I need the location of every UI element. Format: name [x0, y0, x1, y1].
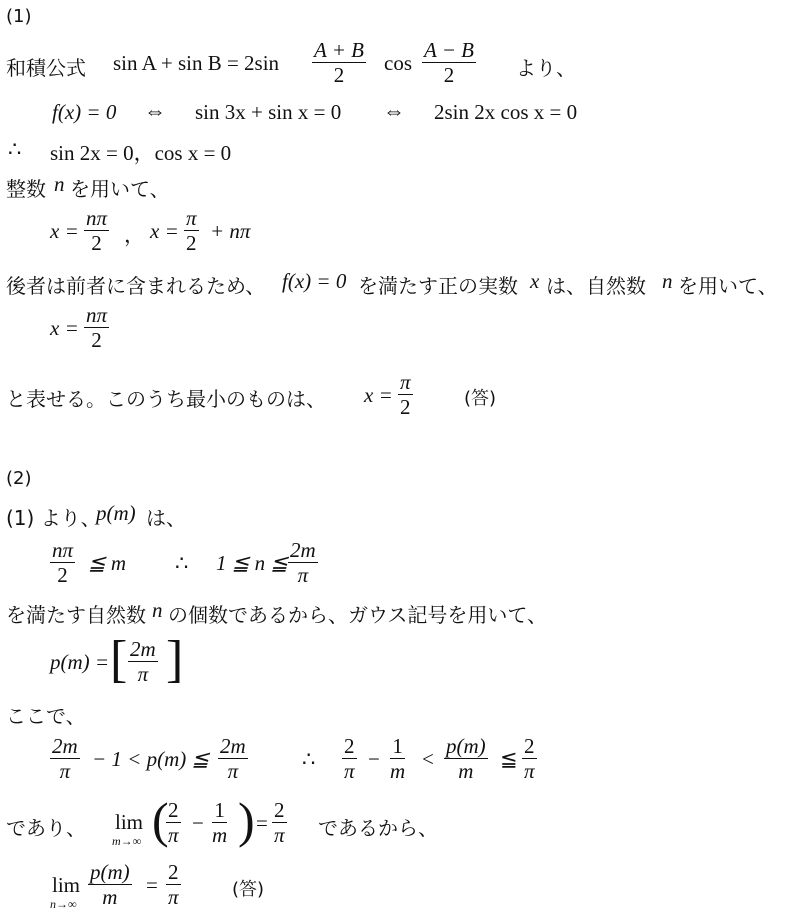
numerator: nπ	[86, 206, 108, 230]
from-part1-text: (1) より、	[6, 506, 101, 530]
fraction-n-pi-over-2	[84, 206, 109, 255]
numerator: 2	[168, 860, 179, 884]
fraction-pi-over-2-answer	[398, 370, 413, 419]
positive-real-text: を満たす正の実数	[358, 274, 518, 298]
denominator: π	[137, 662, 149, 686]
leq-sign: ≦	[500, 747, 518, 771]
denominator: π	[343, 759, 355, 783]
x-equals-2: x =	[150, 219, 179, 243]
product-equation: 2sin 2x cos x = 0	[434, 100, 578, 124]
numerator: 2	[168, 798, 179, 822]
var-n-2: n	[662, 269, 673, 293]
equals-sign-2: =	[146, 873, 158, 897]
denominator: π	[59, 759, 71, 783]
denominator: 2	[400, 395, 411, 419]
dearukara-text: であるから、	[318, 816, 438, 840]
numerator: π	[400, 370, 411, 394]
numerator: nπ	[86, 303, 108, 327]
fraction-2m-over-pi-c	[50, 734, 80, 783]
dearitext: であり、	[6, 816, 86, 840]
answer-mark-1: (答)	[464, 388, 497, 409]
fraction-2-over-pi-c	[166, 798, 181, 847]
numerator: 2m	[130, 637, 156, 661]
formula-lhs: sin A + sin B = 2sin	[113, 51, 280, 75]
therefore-symbol-2: ∴	[175, 551, 189, 575]
denominator: π	[227, 759, 239, 783]
numerator: 2	[524, 734, 535, 758]
denominator: 2	[91, 231, 102, 255]
numerator: p(m)	[446, 734, 486, 758]
part2-label: (2)	[6, 468, 32, 489]
fraction-2-over-pi-e	[166, 860, 181, 909]
inequality-middle: − 1 < p(m) ≦	[92, 747, 210, 771]
fx-equals-zero-inline: f(x) = 0	[282, 269, 347, 293]
fraction-2m-over-pi-d	[218, 734, 248, 783]
fraction-n-pi-over-2-b	[84, 303, 109, 352]
fraction-a-minus-b	[422, 38, 476, 87]
plus-n-pi: + nπ	[210, 219, 251, 243]
denominator: 2	[186, 231, 197, 255]
denominator: 2	[91, 328, 102, 352]
n-range: 1 ≦ n ≦	[216, 551, 288, 575]
numerator: A + B	[314, 38, 364, 62]
denominator: m	[390, 759, 406, 783]
here-text: ここで、	[6, 704, 86, 728]
denominator: π	[167, 823, 179, 847]
numerator: 2m	[290, 538, 316, 562]
cos-text: cos	[384, 51, 412, 75]
p-of-m: p(m)	[96, 501, 136, 525]
paren-right: )	[238, 792, 255, 848]
denominator: π	[297, 563, 309, 587]
less-than: <	[422, 747, 434, 771]
denominator: m	[458, 759, 474, 783]
paren-left: (	[152, 792, 169, 848]
integer-text: 整数	[6, 177, 46, 201]
fraction-2-over-pi-d	[272, 798, 287, 847]
fraction-2-over-pi-b	[522, 734, 537, 783]
numerator: 1	[212, 798, 227, 823]
denominator: 2	[57, 563, 68, 587]
denominator: π	[273, 823, 285, 847]
fraction-pi-over-2	[184, 206, 199, 255]
using-text-2: を用いて、	[678, 274, 778, 298]
fraction-1-over-m-b	[212, 798, 227, 847]
comma: ，	[124, 223, 145, 247]
equals-sign: =	[256, 811, 268, 835]
numerator: 2	[344, 734, 355, 758]
x-equals: x =	[50, 219, 79, 243]
numerator: nπ	[52, 538, 74, 562]
gauss-symbol-text: の個数であるから、ガウス記号を用いて、	[168, 603, 547, 627]
numerator: 2m	[52, 734, 78, 758]
lim-text-2: lim	[52, 873, 81, 897]
fraction-2-over-pi	[342, 734, 357, 783]
fraction-2m-over-pi-b	[128, 637, 158, 686]
denominator: m	[102, 885, 118, 909]
var-n: n	[54, 172, 65, 196]
latter-contained-text: 後者は前者に含まれるため、	[6, 274, 266, 298]
numerator: p(m)	[90, 860, 130, 884]
gauss-bracket-right: ]	[166, 631, 184, 688]
fx-equals-zero: f(x) = 0	[52, 100, 117, 124]
natural-number-text: は、自然数	[546, 274, 646, 298]
leq-m: ≦ m	[88, 551, 127, 575]
lim-subscript-2: n→∞	[50, 897, 77, 911]
numerator: π	[186, 206, 197, 230]
minus-sign-2: −	[192, 811, 204, 835]
yori-text: より、	[516, 56, 576, 80]
denominator: π	[167, 885, 179, 909]
fraction-pm-over-m-b	[88, 860, 132, 909]
sum-to-product-label: 和積公式	[6, 56, 86, 80]
numerator: 2	[274, 798, 285, 822]
fraction-pm-over-m	[444, 734, 488, 783]
x-equals-3: x =	[50, 316, 79, 340]
solution-conditions: sin 2x = 0，cos x = 0	[50, 141, 232, 165]
therefore-symbol-3: ∴	[302, 747, 316, 771]
p-of-m-equals: p(m) =	[50, 650, 110, 674]
wa-text: は、	[146, 506, 186, 530]
gauss-bracket-left: [	[110, 631, 128, 688]
lim-text: lim	[115, 810, 144, 834]
x-equals-4: x =	[364, 383, 393, 407]
fraction-1-over-m	[390, 734, 405, 783]
denominator: 2	[443, 63, 455, 87]
using-text: を用いて、	[70, 177, 170, 201]
numerator: 1	[390, 734, 405, 759]
lim-subscript: m→∞	[112, 834, 142, 848]
iff-symbol: ⇔	[144, 98, 166, 123]
smallest-text: と表せる。このうち最小のものは、	[6, 387, 326, 411]
denominator: π	[523, 759, 535, 783]
denominator: 2	[333, 63, 345, 87]
part1-label: (1)	[6, 6, 32, 27]
fraction-a-plus-b	[312, 38, 366, 87]
numerator: A − B	[424, 38, 474, 62]
denominator: m	[212, 823, 228, 847]
answer-mark-2: (答)	[232, 879, 265, 900]
sin-sum-equation: sin 3x + sin x = 0	[195, 100, 342, 124]
var-x: x	[530, 269, 540, 293]
iff-symbol-2: ⇔	[383, 98, 405, 123]
var-n-3: n	[152, 598, 163, 622]
fraction-2m-over-pi	[288, 538, 318, 587]
numerator: 2m	[220, 734, 246, 758]
count-text-a: を満たす自然数	[6, 603, 146, 627]
fraction-n-pi-over-2-c	[50, 538, 75, 587]
therefore-symbol: ∴	[8, 137, 22, 161]
minus-sign: −	[368, 747, 380, 771]
